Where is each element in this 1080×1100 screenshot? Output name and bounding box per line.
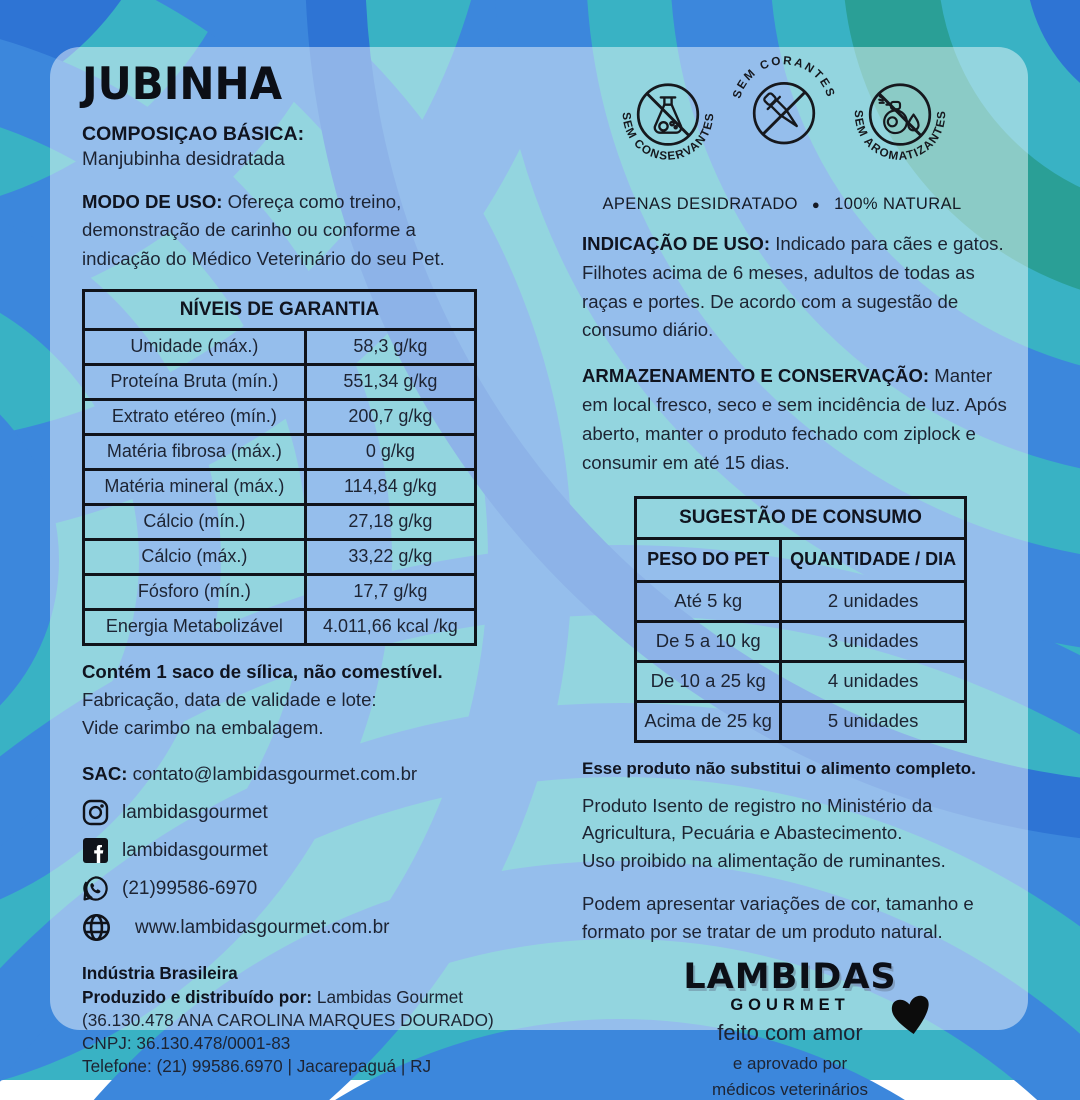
sac-label: SAC:: [82, 762, 128, 784]
no-preservatives-badge: [612, 55, 724, 185]
table-row: [636, 621, 966, 661]
globe-icon: [82, 913, 111, 942]
slash-icon: [763, 92, 805, 134]
svg-text:SEM CORANTES: [730, 54, 837, 100]
row-label: Cálcio (mín.): [84, 504, 306, 539]
website-row[interactable]: [82, 913, 497, 942]
variation-paragraph: Podem apresentar variações de cor, tamanho e formato por se tratar de um produto natural.: [582, 893, 974, 943]
svg-text:SEM CONSERVANTES: [620, 112, 717, 163]
phone-line: Telefone: (21) 99586.6970 | Jacarepaguá | RJ: [82, 1056, 432, 1077]
table-row: [84, 539, 476, 574]
table-row: [84, 399, 476, 434]
brand-subtitle: GOURMET: [730, 995, 850, 1014]
producer-label: Produzido e distribuído por:: [82, 986, 313, 1007]
row-value: 58,3 g/kg: [305, 329, 475, 364]
badges-row: [582, 55, 1018, 185]
row-label: Energia Metabolizável: [84, 609, 306, 644]
indication-paragraph: [582, 230, 1018, 345]
sac-line: [82, 760, 497, 789]
producer-value: Lambidas Gourmet: [316, 986, 464, 1007]
row-label: Fósforo (mín.): [84, 574, 306, 609]
qty-cell: 5 unidades: [781, 701, 966, 741]
ruminants-text: Uso proibido na alimentação de ruminantes.: [582, 850, 946, 872]
table-row: [84, 574, 476, 609]
col-weight-header: PESO DO PET: [636, 538, 781, 581]
warning-note: Esse produto não substitui o alimento completo.: [582, 758, 976, 778]
no-flavorings-badge: [844, 55, 956, 185]
producer-detail: (36.130.478 ANA CAROLINA MARQUES DOURADO): [82, 1009, 494, 1030]
facebook-handle: lambidasgourmet: [122, 839, 268, 861]
badge-curved-text: SEM CONSERVANTES: [619, 111, 717, 163]
row-value: 27,18 g/kg: [305, 504, 475, 539]
facebook-icon: [82, 837, 109, 864]
table-row: [84, 469, 476, 504]
col-qty-header: QUANTIDADE / DIA: [781, 538, 966, 581]
registry-paragraph: [582, 792, 1018, 876]
cnpj-line: CNPJ: 36.130.478/0001-83: [82, 1033, 291, 1054]
website-url: www.lambidasgourmet.com.br: [135, 916, 390, 938]
tagline-left: APENAS DESIDRATADO: [602, 195, 798, 213]
instagram-handle: lambidasgourmet: [122, 801, 268, 823]
product-title: JUBINHA: [82, 58, 283, 110]
brand-tagline-1: feito com amor: [717, 1019, 863, 1045]
qty-cell: 2 unidades: [781, 581, 966, 621]
facebook-row[interactable]: [82, 837, 497, 864]
instagram-row[interactable]: [82, 799, 497, 826]
brand-tagline-2: e aprovado por: [732, 1053, 848, 1073]
silica-note: Contém 1 saco de sílica, não comestível.: [82, 660, 443, 682]
row-value: 0 g/kg: [305, 434, 475, 469]
company-block: [82, 962, 497, 1078]
manufacture-note-2: Vide carimbo na embalagem.: [82, 716, 324, 738]
table-row: [636, 661, 966, 701]
table-row: [84, 504, 476, 539]
industry-line: Indústria Brasileira: [82, 963, 238, 984]
dropper-icon: [761, 90, 803, 132]
composition-value: Manjubinha desidratada: [82, 149, 285, 170]
table-row: [84, 434, 476, 469]
instagram-icon: [82, 799, 109, 826]
qty-cell: 3 unidades: [781, 621, 966, 661]
table-row: [636, 701, 966, 741]
indication-text: Indicado para cães e gatos. Filhotes acima de 6 meses, adultos de todas as raças e portes. De acordo com a sugestão de consumo diário.: [582, 233, 1004, 341]
tagline: [582, 195, 982, 214]
table-row: [84, 609, 476, 644]
row-label: Umidade (máx.): [84, 329, 306, 364]
row-value: 33,22 g/kg: [305, 539, 475, 574]
manufacture-note-1: Fabricação, data de validade e lote:: [82, 688, 377, 710]
table-row: [636, 581, 966, 621]
consumption-table-title: SUGESTÃO DE CONSUMO: [636, 497, 966, 538]
brand-tagline-3: médicos veterinários: [712, 1079, 868, 1099]
row-label: Extrato etéreo (mín.): [84, 399, 306, 434]
table-row: [84, 364, 476, 399]
consumption-table: [634, 496, 967, 743]
sac-email[interactable]: contato@lambidasgourmet.com.br: [132, 762, 418, 784]
tagline-right: 100% NATURAL: [834, 195, 962, 213]
guarantee-table-title: NÍVEIS DE GARANTIA: [84, 290, 476, 329]
no-colorants-badge: [728, 50, 840, 180]
brand-name: LAMBIDAS: [683, 956, 897, 997]
whatsapp-icon: [82, 875, 109, 902]
row-label: Matéria mineral (máx.): [84, 469, 306, 504]
left-column: [82, 58, 497, 1079]
heart-icon: [885, 987, 938, 1043]
whatsapp-number: (21)99586-6970: [122, 877, 258, 899]
producer-line: [82, 986, 497, 1009]
table-row: [84, 290, 476, 329]
table-row: [636, 538, 966, 581]
usage-text: Ofereça como treino, demonstração de carinho ou conforme a indicação do Médico Veterinário do seu Pet.: [82, 190, 445, 270]
composition-heading: COMPOSIÇAO BÁSICA:: [82, 123, 305, 145]
row-label: Cálcio (máx.): [84, 539, 306, 574]
row-value: 4.011,66 kcal /kg: [305, 609, 475, 644]
dot-separator: ●: [811, 197, 821, 212]
weight-cell: De 10 a 25 kg: [636, 661, 781, 701]
svg-text:SEM AROMATIZANTES: [852, 110, 948, 163]
slash-icon: [647, 94, 689, 136]
weight-cell: De 5 a 10 kg: [636, 621, 781, 661]
table-row: [84, 329, 476, 364]
indication-label: INDICAÇÃO DE USO:: [582, 233, 771, 254]
usage-paragraph: [82, 188, 497, 274]
badge-curved-text: SEM CORANTES: [730, 54, 838, 101]
row-value: 114,84 g/kg: [305, 469, 475, 504]
row-label: Matéria fibrosa (máx.): [84, 434, 306, 469]
whatsapp-row[interactable]: [82, 875, 497, 902]
brand-logo: [640, 956, 940, 1100]
row-value: 17,7 g/kg: [305, 574, 475, 609]
storage-text: Manter em local fresco, seco e sem incidência de luz. Após aberto, manter o produto fechado com ziplock e consumir em até 15 dias.: [582, 365, 1007, 473]
table-row: [636, 497, 966, 538]
row-value: 551,34 g/kg: [305, 364, 475, 399]
weight-cell: Até 5 kg: [636, 581, 781, 621]
guarantee-table: [82, 289, 477, 646]
qty-cell: 4 unidades: [781, 661, 966, 701]
storage-label: ARMAZENAMENTO E CONSERVAÇÃO:: [582, 365, 930, 387]
right-column: [582, 55, 1018, 1100]
badge-curved-text: SEM AROMATIZANTES: [851, 109, 949, 163]
weight-cell: Acima de 25 kg: [636, 701, 781, 741]
row-label: Proteína Bruta (mín.): [84, 364, 306, 399]
storage-paragraph: [582, 362, 1018, 477]
row-value: 200,7 g/kg: [305, 399, 475, 434]
usage-label: MODO DE USO:: [82, 190, 223, 212]
registry-text: Produto Isento de registro no Ministério da Agricultura, Pecuária e Abastecimento.: [582, 794, 933, 844]
